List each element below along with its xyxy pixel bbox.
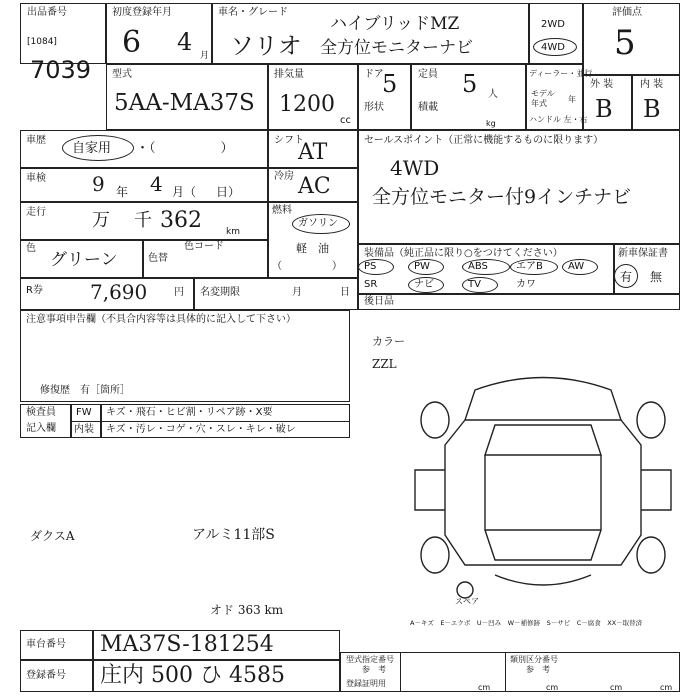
type-label: 型式 [112, 69, 132, 80]
inspection-day-unit: 日） [216, 185, 241, 199]
dealer-label: ディーラー・並行 [529, 69, 593, 78]
lot-label: 出品番号 [27, 7, 67, 18]
ref-class-label: 類別区分番号 [510, 655, 558, 664]
reg-month: 4 [177, 28, 193, 56]
load-unit: kg [486, 119, 496, 128]
notes-repair: 修復歴 有［箇所］ [40, 385, 130, 396]
lot-number: 7039 [30, 56, 92, 84]
inspector-label2: 記入欄 [26, 423, 56, 434]
interior-label: 内 装 [640, 79, 664, 90]
remarks-odo: オド 363 km [210, 603, 284, 617]
remarks-left: ダクスA [30, 529, 75, 543]
plate-value: 庄内 500 ひ 4585 [100, 663, 285, 688]
cap-unit: 人 [488, 89, 498, 100]
equipment-item: PS [364, 261, 377, 272]
equipment-item: AW [568, 261, 585, 272]
door-label: ドア [364, 69, 384, 80]
door-value: 5 [382, 70, 398, 98]
warranty-label: 新車保証書 [618, 248, 668, 259]
warranty-yes: 有 [620, 270, 633, 284]
ref-type-label: 型式指定番号 [346, 655, 394, 664]
selling-line2: 全方位モニター付9インチナビ [372, 186, 632, 208]
dealer-handle: ハンドル 左・右 [529, 115, 588, 124]
ref-cert: 登録証明用 [346, 679, 386, 688]
inspection-month-unit: 月（ [172, 185, 197, 199]
ref-cm2: cm [546, 683, 559, 692]
selling-line1: 4WD [390, 156, 440, 180]
recycle-value: 7,690 [90, 280, 148, 304]
name-equip: 全方位モニターナビ [320, 38, 473, 58]
recycle-unit: 円 [174, 287, 184, 298]
reg-label: 初度登録年月 [112, 7, 172, 18]
seal-box [358, 294, 680, 310]
fuel-paren: （ ） [272, 261, 342, 272]
namechange-label: 名変期限 [200, 287, 240, 298]
aircon-label: 冷房 [274, 171, 294, 182]
inspector-fw: FW [76, 407, 92, 418]
seal-label: 後日品 [364, 296, 394, 307]
inspector-in: 内装 [74, 424, 94, 435]
door-divider [410, 64, 412, 130]
inspection-label: 車検 [26, 173, 46, 184]
inspector-divider-h [70, 421, 350, 422]
inspector-fw-text: キズ・飛石・ヒビ割・リペア跡・X要 [106, 407, 273, 418]
reg-month-suffix: 月 [200, 51, 210, 61]
grade-score: 5 [614, 23, 636, 63]
equipment-item: SR [364, 279, 378, 290]
color-value: グリーン [50, 250, 118, 270]
cc-label: 排気量 [274, 69, 304, 80]
reg-year: 6 [122, 25, 142, 60]
interior-value: B [643, 95, 661, 123]
equipment-item: ナビ [414, 279, 434, 290]
namechange-day: 日 [340, 287, 350, 298]
cc-unit: cc [340, 115, 351, 126]
history-value: 自家用 [72, 141, 112, 156]
name-model: ソリオ [230, 32, 302, 60]
inspection-year: 9 [92, 172, 105, 196]
equipment-item: エアB [516, 261, 543, 272]
color-change: 色替 [148, 253, 168, 264]
mileage-man: 万 [92, 210, 110, 231]
ref-divider2 [505, 652, 506, 692]
chassis-value: MA37S-181254 [100, 632, 274, 657]
mileage-label: 走行 [26, 207, 46, 218]
history-label: 車歴 [26, 135, 46, 146]
lot-bracket: [1084] [27, 37, 57, 47]
equipment-item: TV [468, 279, 481, 290]
legend: A－キズ E－エクボ U－凹み W－補修跡 S－サビ C－腐食 XX－取替済 [410, 619, 643, 627]
ref-cm4: cm [660, 683, 673, 692]
color-label: 色 [26, 243, 36, 254]
inspection-year-unit: 年 [116, 185, 129, 199]
cap-value: 5 [462, 70, 478, 98]
equipment-item: PW [414, 261, 430, 272]
load-label: 積載 [418, 102, 438, 113]
inspector-in-text: キズ・汚レ・コゲ・穴・スレ・キレ・破レ [106, 424, 296, 435]
exterior-label: 外 装 [590, 79, 614, 90]
cc-value: 1200 [279, 92, 335, 117]
shift-value: AT [298, 140, 328, 165]
drive-2wd: 2WD [541, 19, 565, 30]
ref-ref: 参 考 [362, 665, 386, 674]
color-divider [142, 240, 144, 278]
grade-label: 評価点 [612, 7, 642, 18]
drive-4wd: 4WD [541, 42, 565, 53]
chassis-label: 車台番号 [26, 639, 66, 650]
inspection-month: 4 [150, 172, 163, 196]
selling-label: セールスポイント（正常に機能するものに限ります） [364, 135, 604, 146]
notes-color-note: カラー [372, 335, 405, 348]
fuel-diesel: 軽 油 [296, 242, 329, 255]
shape-label: 形状 [364, 102, 384, 113]
name-grade: ハイブリッドMZ [330, 14, 460, 34]
fuel-gas: ガソリン [298, 218, 338, 229]
dealer-model: モデル [531, 89, 555, 98]
type-value: 5AA-MA37S [114, 90, 255, 116]
ref-divider [400, 652, 401, 692]
equipment-item: ABS [468, 261, 488, 272]
namechange-month: 月 [292, 287, 302, 298]
remarks-right: アルミ11部S [192, 527, 275, 543]
shift-label: シフト [274, 135, 304, 146]
ref-cm1: cm [478, 683, 491, 692]
dealer-year: 年式 [531, 99, 547, 108]
inspector-label1: 検査員 [26, 407, 56, 418]
equipment-label: 装備品（純正品に限り○をつけてください） [364, 248, 563, 259]
history-paren: ・（ ） [136, 141, 234, 156]
plate-label: 登録番号 [26, 670, 66, 681]
name-label: 車名・グレード [218, 7, 288, 18]
warranty-no: 無 [650, 270, 663, 284]
notes-label: 注意事項申告欄（不具合内容等は具体的に記入して下さい） [26, 314, 296, 325]
dealer-nen: 年 [568, 95, 576, 104]
mileage-value: 362 [160, 208, 202, 233]
aircon-value: AC [298, 174, 331, 199]
cap-label: 定員 [418, 69, 438, 80]
color-code-label: 色コード [184, 241, 224, 252]
ref-cm3: cm [610, 683, 623, 692]
fuel-label: 燃料 [272, 205, 292, 216]
car-diagram [405, 360, 680, 610]
diagram-spare: スペア [455, 597, 479, 606]
recycle-label: R券 [26, 285, 43, 296]
mileage-unit: km [226, 227, 240, 237]
exterior-value: B [595, 95, 613, 123]
equipment-item: カワ [516, 279, 536, 290]
notes-color-code: ZZL [372, 357, 397, 371]
mileage-sen: 千 [134, 210, 152, 231]
ref-ref2: 参 考 [526, 665, 550, 674]
